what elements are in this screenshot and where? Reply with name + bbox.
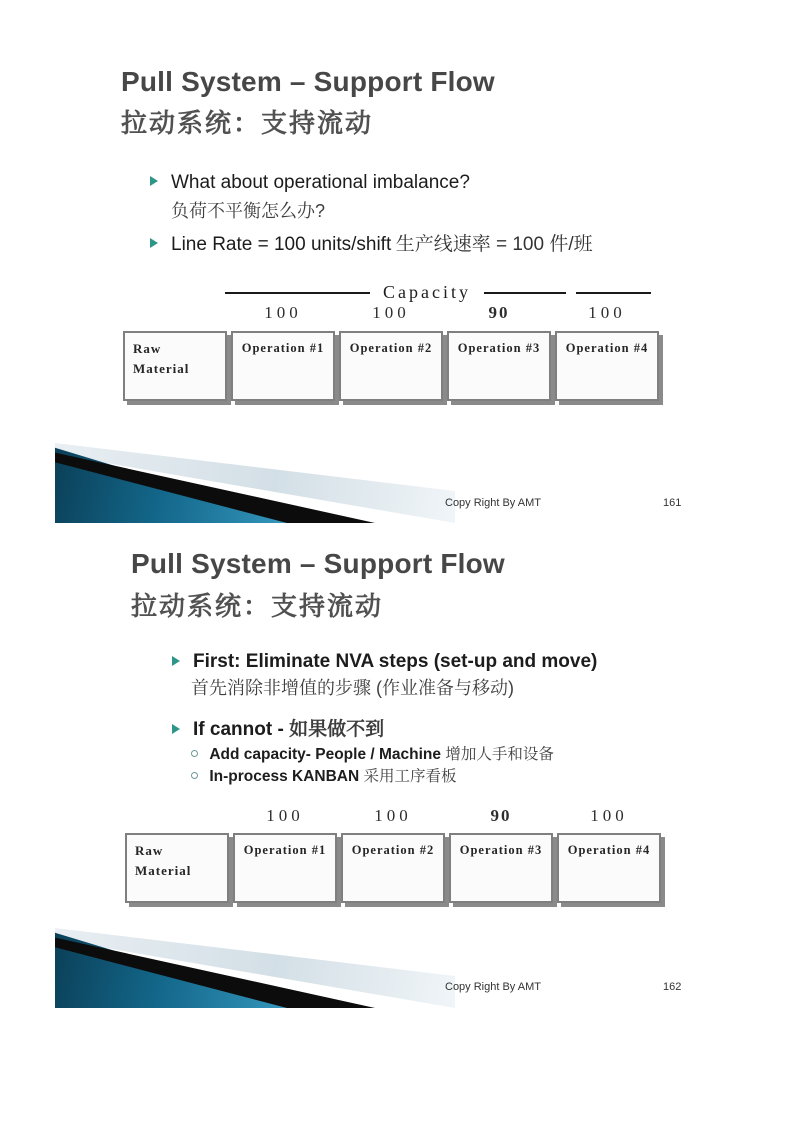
bullet-triangle-icon bbox=[172, 724, 180, 734]
operation-box-2: Operation #2 bbox=[341, 833, 445, 903]
slide-1 bbox=[0, 0, 794, 525]
slide1-bullet-list bbox=[150, 170, 655, 258]
capacity-divider-line bbox=[576, 292, 651, 294]
bullet-text-en: What about operational imbalance? bbox=[171, 172, 470, 193]
capacity-divider-line bbox=[484, 292, 566, 294]
sub-bullet-text-zh: 增加人手和设备 bbox=[445, 745, 554, 763]
slide2-subtitle-zh: 拉动系统：支持流动 bbox=[131, 591, 384, 621]
operation-box-2: Operation #2 bbox=[339, 331, 443, 401]
swoosh-graphic bbox=[55, 928, 455, 1008]
raw-material-box: Raw Material bbox=[125, 833, 229, 903]
sub-bullet-item bbox=[191, 745, 677, 765]
sub-bullet-circle-icon bbox=[191, 750, 198, 757]
capacity-values-row bbox=[125, 806, 661, 826]
capacity-value: 100 bbox=[588, 303, 626, 322]
capacity-values-row bbox=[123, 303, 659, 323]
sub-bullet-circle-icon bbox=[191, 772, 198, 779]
slide1-title: Pull System – Support Flow bbox=[121, 66, 495, 97]
operation-box-3: Operation #3 bbox=[449, 833, 553, 903]
capacity-value: 100 bbox=[372, 303, 410, 322]
bullet-triangle-icon bbox=[150, 176, 158, 186]
footer-copyright: Copy Right By AMT bbox=[445, 497, 541, 509]
slide2-bullet-list bbox=[172, 650, 677, 787]
capacity-value: 90 bbox=[488, 303, 510, 322]
bullet-text-zh: 如果做不到 bbox=[289, 719, 385, 741]
sub-bullet-text-en: Add capacity- People / Machine bbox=[209, 745, 446, 763]
bullet-item bbox=[172, 718, 677, 743]
page-number: 161 bbox=[663, 497, 682, 509]
capacity-value: 100 bbox=[264, 303, 302, 322]
slide-2 bbox=[0, 525, 794, 1010]
sub-bullet-item bbox=[191, 767, 677, 787]
slide1-subtitle-zh: 拉动系统：支持流动 bbox=[121, 108, 374, 138]
bullet-item bbox=[172, 650, 677, 675]
bullet-text-en: Line Rate = 100 units/shift bbox=[171, 233, 392, 255]
bullet-text-en: First: Eliminate NVA steps (set-up and move) bbox=[193, 651, 598, 672]
capacity-label: Capacity bbox=[383, 282, 471, 302]
slide2-title: Pull System – Support Flow bbox=[131, 548, 505, 579]
bullet-item bbox=[150, 232, 671, 258]
bullet-triangle-icon bbox=[172, 656, 180, 666]
bullet-text-en: If cannot - bbox=[193, 719, 290, 741]
process-flow-diagram bbox=[123, 331, 659, 401]
footer-copyright: Copy Right By AMT bbox=[445, 981, 541, 993]
capacity-value: 100 bbox=[266, 806, 304, 825]
operation-box-4: Operation #4 bbox=[555, 331, 659, 401]
sub-bullet-text-zh: 采用工序看板 bbox=[363, 767, 457, 785]
process-flow-diagram bbox=[125, 833, 661, 903]
operation-box-4: Operation #4 bbox=[557, 833, 661, 903]
operation-box-1: Operation #1 bbox=[231, 331, 335, 401]
bullet-item bbox=[150, 170, 655, 196]
operation-box-3: Operation #3 bbox=[447, 331, 551, 401]
bullet-text-zh: 生产线速率 = 100 件/班 bbox=[395, 233, 593, 255]
capacity-value: 100 bbox=[590, 806, 628, 825]
page-number: 162 bbox=[663, 981, 682, 993]
raw-material-box: Raw Material bbox=[123, 331, 227, 401]
capacity-spacer bbox=[123, 303, 227, 323]
bullet-text-zh: 负荷不平衡怎么办? bbox=[171, 200, 326, 221]
bullet-triangle-icon bbox=[150, 238, 158, 248]
capacity-value: 90 bbox=[490, 806, 512, 825]
capacity-divider-line bbox=[225, 292, 370, 294]
sub-bullet-text-en: In-process KANBAN bbox=[209, 767, 364, 785]
capacity-value: 100 bbox=[374, 806, 412, 825]
capacity-spacer bbox=[125, 806, 229, 826]
swoosh-graphic bbox=[55, 443, 455, 523]
operation-box-1: Operation #1 bbox=[233, 833, 337, 903]
bullet-text-zh: 首先消除非增值的步骤 (作业准备与移动) bbox=[191, 677, 514, 698]
capacity-header bbox=[225, 282, 651, 303]
